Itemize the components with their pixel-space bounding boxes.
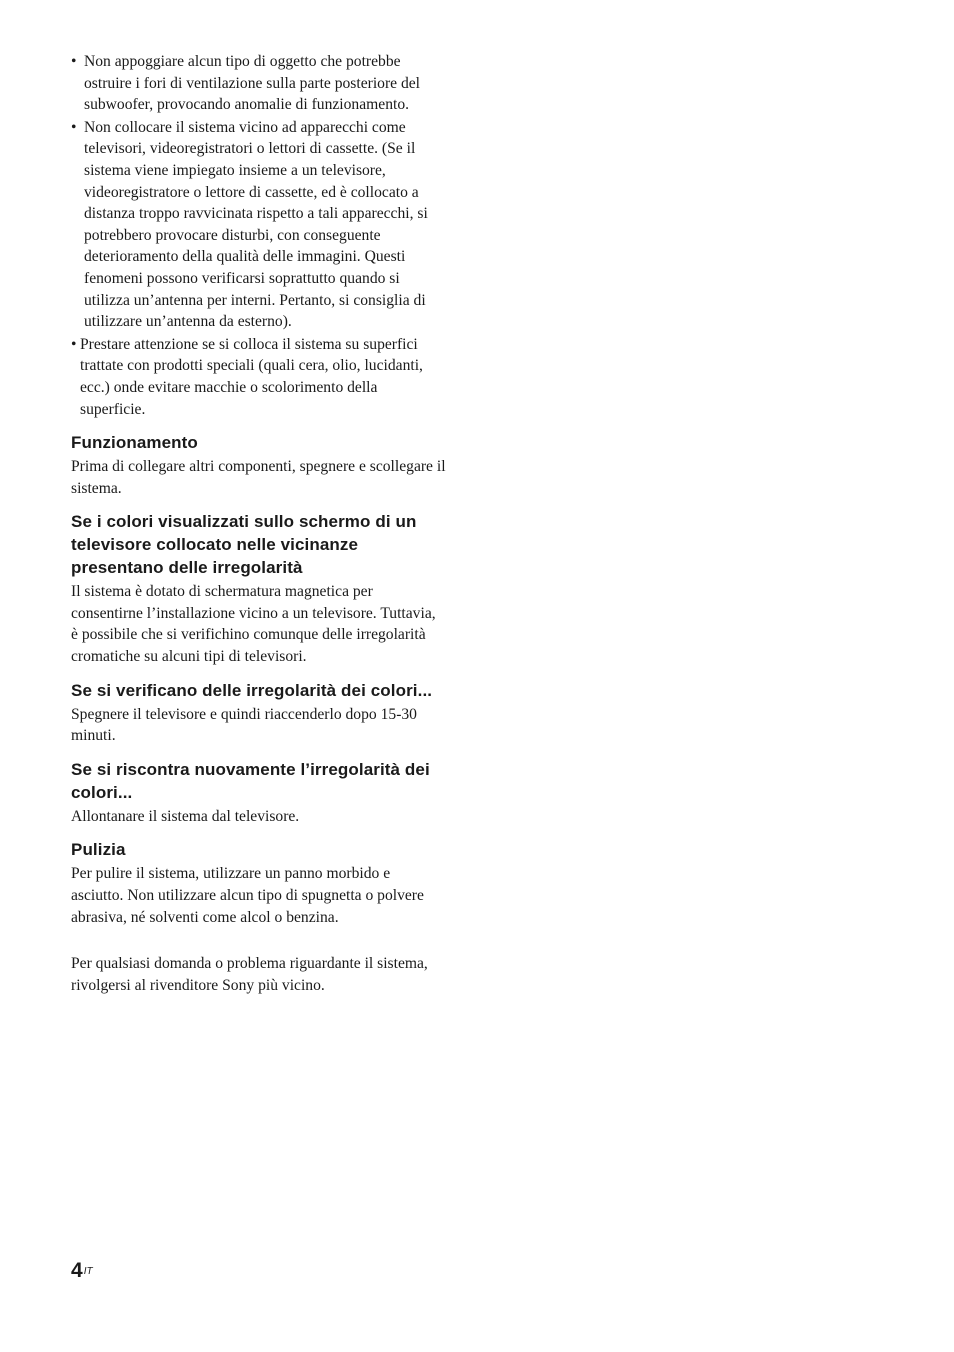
section-text-colori: Il sistema è dotato di schermatura magnetica per consentirne l’installazione vicino a un televisore. Tuttavia, è possibile che si verifichino comunque delle irregolarità cromatiche su alcuni tipi di televisori. — [71, 583, 436, 666]
section-text-verificano: Spegnere il televisore e quindi riaccenderlo dopo 15-30 minuti. — [71, 705, 417, 745]
page-number-value: 4 — [71, 1259, 83, 1282]
section-text-pulizia: Per pulire il sistema, utilizzare un panno morbido e asciutto. Non utilizzare alcun tipo di spugnetta o polvere abrasiva, né solventi come alcol o benzina. — [71, 865, 424, 926]
bullet-icon: • — [71, 53, 77, 70]
page-language-code: IT — [83, 1266, 93, 1277]
list-item-text: Non collocare il sistema vicino ad apparecchi come televisori, videoregistratori o lettori di cassette. (Se il sistema viene impiegato insieme a un televisore, videoregistratore o lettore di cassette, ed è collocato a distanza troppo ravvicinata rispetto a tali apparecchi, si potrebbero provocare disturbi, con conseguente deterioramento della qualità delle immagini. Questi fenomeni possono verificarsi soprattutto quando si utilizza un’antenna per interni. Pertanto, si consiglia di utilizzare un’antenna da esterno). — [84, 118, 428, 331]
list-item-text: Non appoggiare alcun tipo di oggetto che potrebbe ostruire i fori di ventilazione sulla parte posteriore del subwoofer, provocando anomalie di funzionamento. — [84, 53, 421, 114]
section-heading-funzionamento: Funzionamento — [71, 433, 198, 453]
list-item-text: Prestare attenzione se si colloca il sistema su superfici trattate con prodotti speciali (quali cera, olio, lucidanti, ecc.) onde evitare macchie o scolorimento della superficie. — [80, 335, 423, 418]
section-heading-riscontra: Se si riscontra nuovamente l’irregolarità dei colori... — [71, 759, 430, 802]
section-heading-pulizia: Pulizia — [71, 840, 126, 860]
section-text-funzionamento: Prima di collegare altri componenti, spegnere e scollegare il sistema. — [71, 458, 446, 497]
section-heading-colori: Se i colori visualizzati sullo schermo di un televisore collocato nelle vicinanze presentano delle irregolarità — [71, 512, 417, 578]
bullet-icon: • — [71, 118, 77, 136]
list-item — [71, 334, 446, 420]
main-column — [71, 51, 446, 996]
list-item — [71, 51, 446, 116]
page-number — [71, 1259, 93, 1283]
list-item — [71, 117, 446, 333]
precautions-list — [71, 51, 446, 420]
section-text-riscontra: Allontanare il sistema dal televisore. — [71, 807, 300, 825]
section-heading-verificano: Se si verificano delle irregolarità dei colori... — [71, 680, 433, 700]
bullet-icon: • — [71, 335, 77, 353]
closing-note: Per qualsiasi domanda o problema riguardante il sistema, rivolgersi al rivenditore Sony più vicino. — [71, 955, 428, 994]
